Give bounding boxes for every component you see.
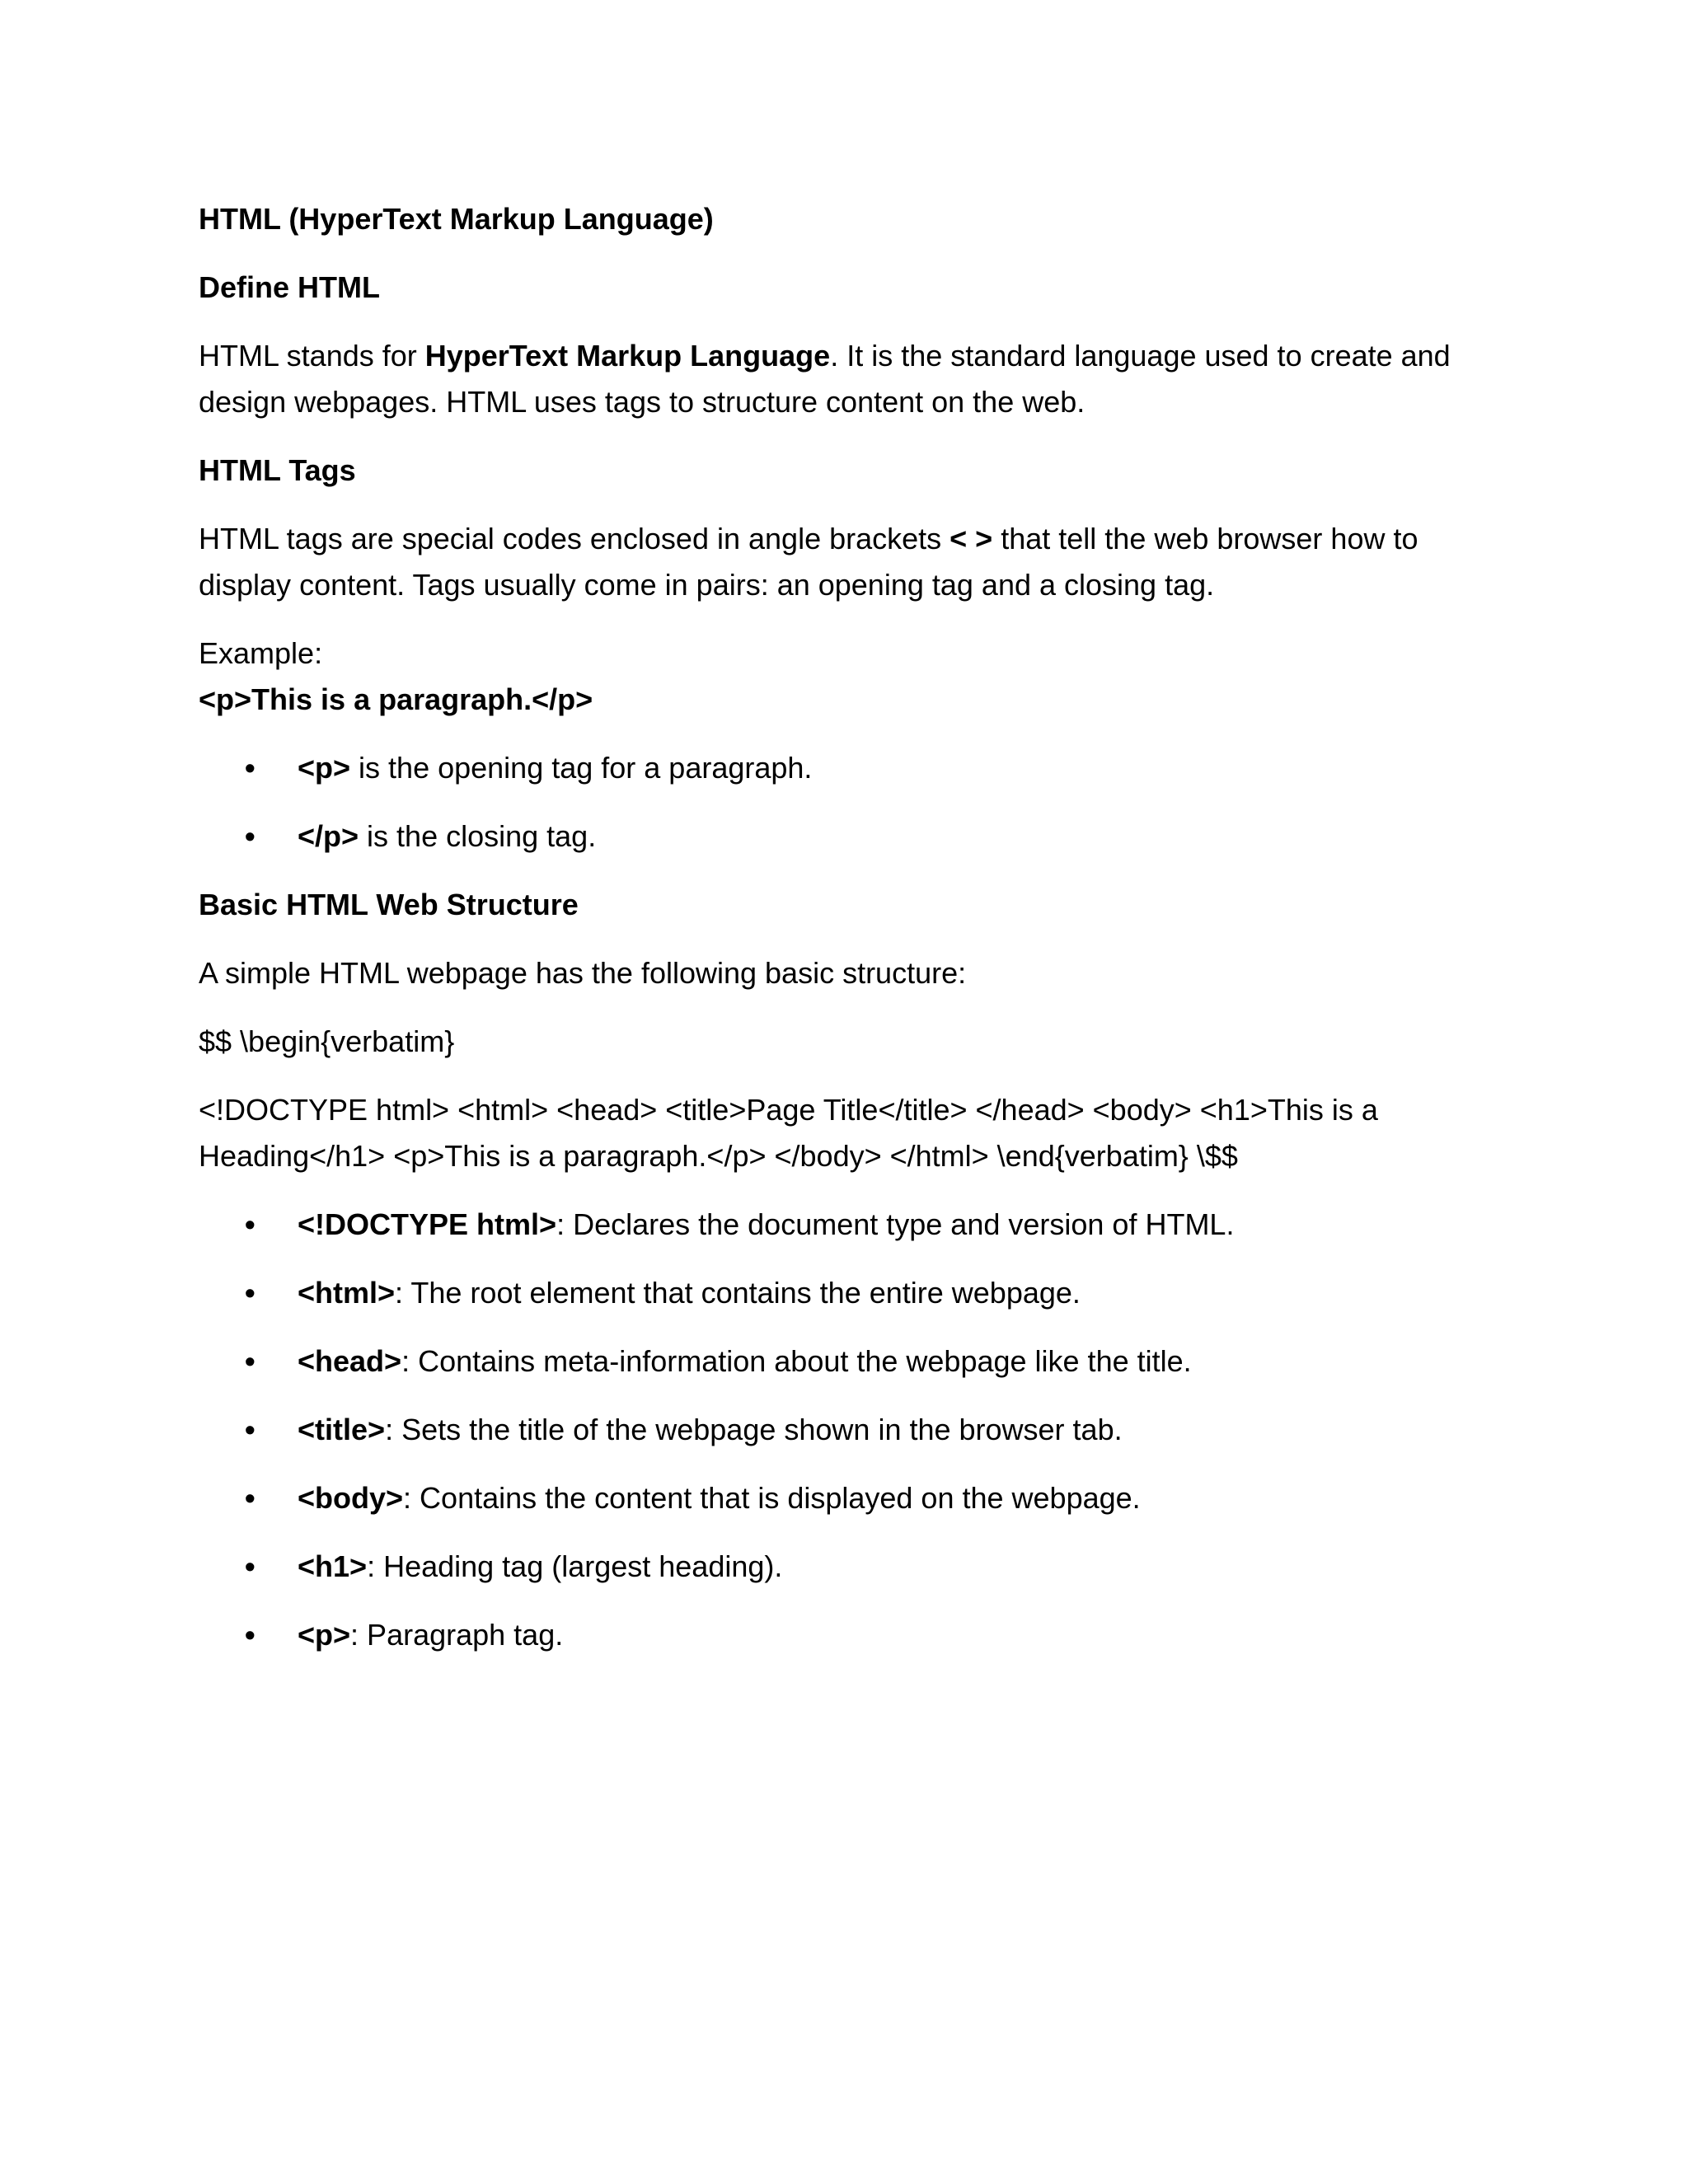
bullet-text: : Contains meta-information about the webpage like the title. bbox=[401, 1344, 1192, 1378]
bullet-icon: • bbox=[245, 751, 256, 785]
bullet-icon: • bbox=[245, 1481, 256, 1515]
bullet-bold: <head> bbox=[298, 1344, 402, 1378]
structure-bullet-list bbox=[199, 1202, 1501, 1658]
document-title: HTML (HyperText Markup Language) bbox=[199, 202, 714, 236]
list-item bbox=[199, 1544, 1501, 1590]
bullet-icon: • bbox=[245, 1618, 256, 1652]
structure-intro: A simple HTML webpage has the following basic structure: bbox=[199, 956, 967, 990]
bullet-text: : Paragraph tag. bbox=[350, 1618, 564, 1652]
bullet-bold: <body> bbox=[298, 1481, 404, 1515]
bullet-bold: <title> bbox=[298, 1413, 386, 1446]
bullet-bold: <p> bbox=[298, 751, 351, 785]
example-label: Example: bbox=[199, 636, 323, 670]
structure-heading: Basic HTML Web Structure bbox=[199, 888, 579, 921]
bullet-bold: <p> bbox=[298, 1618, 351, 1652]
define-html-heading: Define HTML bbox=[199, 270, 380, 304]
tags-text-bold: < > bbox=[950, 522, 993, 555]
bullet-bold: </p> bbox=[298, 819, 359, 853]
list-item bbox=[199, 1202, 1501, 1248]
list-item bbox=[199, 1612, 1501, 1658]
bullet-text: is the closing tag. bbox=[359, 819, 597, 853]
bullet-bold: <!DOCTYPE html> bbox=[298, 1207, 557, 1241]
tags-text-pre: HTML tags are special codes enclosed in angle brackets bbox=[199, 522, 950, 555]
list-item bbox=[199, 1407, 1501, 1453]
list-item bbox=[199, 745, 1501, 791]
tags-text-post: that tell the web browser how to display content. Tags usually come in pairs: an opening tag and a closing tag. bbox=[199, 522, 1418, 602]
bullet-icon: • bbox=[245, 1207, 256, 1241]
bullet-text: : Contains the content that is displayed on the webpage. bbox=[403, 1481, 1141, 1515]
bullet-icon: • bbox=[245, 1549, 256, 1583]
define-text-post: . It is the standard language used to create and design webpages. HTML uses tags to structure content on the web. bbox=[199, 339, 1451, 419]
list-item bbox=[199, 813, 1501, 860]
bullet-icon: • bbox=[245, 1413, 256, 1446]
bullet-icon: • bbox=[245, 819, 256, 853]
example-code: <p>This is a paragraph.</p> bbox=[199, 682, 593, 716]
bullet-text: : Heading tag (largest heading). bbox=[367, 1549, 783, 1583]
bullet-text: : The root element that contains the entire webpage. bbox=[395, 1276, 1081, 1310]
list-item bbox=[199, 1475, 1501, 1521]
bullet-text: is the opening tag for a paragraph. bbox=[350, 751, 813, 785]
tag-bullet-list bbox=[199, 745, 1501, 860]
bullet-icon: • bbox=[245, 1276, 256, 1310]
document-body bbox=[199, 196, 1501, 1680]
html-tags-paragraph bbox=[199, 516, 1501, 608]
html-tags-heading: HTML Tags bbox=[199, 453, 356, 487]
verbatim-begin: $$ \begin{verbatim} bbox=[199, 1024, 455, 1058]
bullet-bold: <h1> bbox=[298, 1549, 368, 1583]
list-item bbox=[199, 1338, 1501, 1385]
bullet-text: : Sets the title of the webpage shown in the browser tab. bbox=[385, 1413, 1123, 1446]
bullet-bold: <html> bbox=[298, 1276, 396, 1310]
define-text-pre: HTML stands for bbox=[199, 339, 425, 373]
bullet-text: : Declares the document type and version of HTML. bbox=[556, 1207, 1235, 1241]
define-html-paragraph bbox=[199, 333, 1501, 425]
verbatim-body: <!DOCTYPE html> <html> <head> <title>Page Title</title> </head> <body> <h1>This is a Heading</h1> <p>This is a paragraph.</p> </body> </html> \end{verbatim} \$$ bbox=[199, 1093, 1378, 1173]
list-item bbox=[199, 1270, 1501, 1316]
bullet-icon: • bbox=[245, 1344, 256, 1378]
define-text-bold: HyperText Markup Language bbox=[424, 339, 831, 373]
